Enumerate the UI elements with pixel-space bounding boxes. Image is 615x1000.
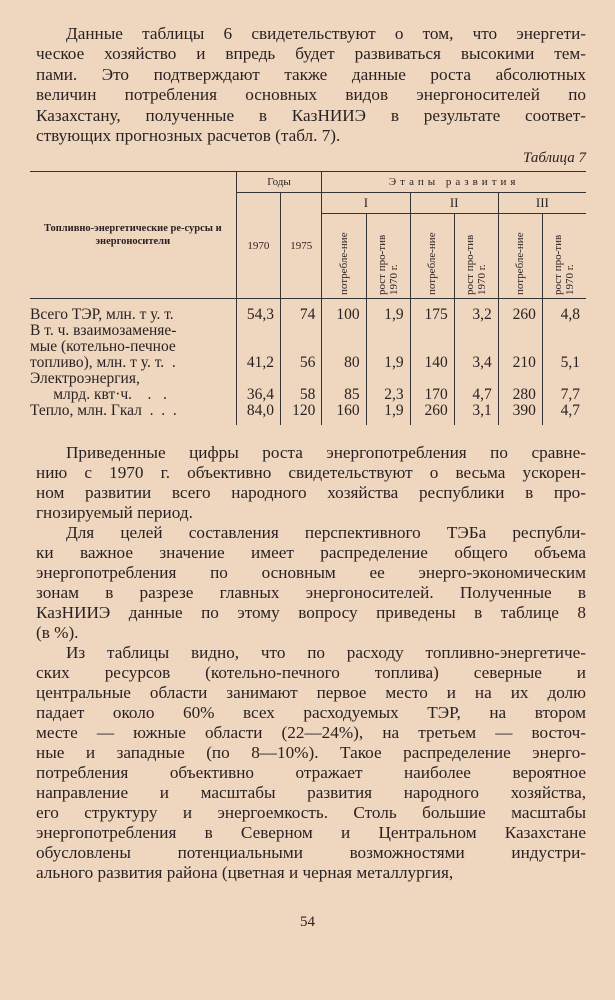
table-cell: 100: [322, 299, 366, 324]
table-row: [30, 323, 586, 371]
paragraph: [36, 24, 586, 146]
text-line: ального развития района (цветная и черная металлургия,: [36, 863, 454, 883]
text-line: гнозируемый период.: [36, 503, 193, 523]
text-line: ствующих прогнозных расчетов (табл. 7).: [36, 125, 341, 145]
page: [30, 24, 586, 883]
growth-label: рост про-тив 1970 г.: [464, 235, 489, 296]
table-cell: 1,9: [366, 403, 410, 425]
row-label-line: мые (котельно-печное: [30, 338, 176, 356]
year-1975: 1975: [281, 193, 322, 299]
table-row: [30, 299, 586, 324]
table-cell: 210: [498, 323, 542, 371]
text-line: (в %).: [36, 623, 79, 643]
table-cell: 3,4: [454, 323, 498, 371]
growth-label: рост про-тив 1970 г.: [552, 235, 577, 296]
table-cell: 56: [281, 323, 322, 371]
stage-3: III: [498, 193, 586, 214]
table-cell: 41,2: [236, 323, 280, 371]
table-cell: 2,3: [366, 371, 410, 403]
consumption-label: потребле-ние: [337, 232, 350, 296]
text-line: Казахстану, полученные в КазНИИЭ в результате соответ-: [36, 105, 586, 125]
table-cell: 4,7: [542, 403, 586, 425]
table-cell: 5,1: [542, 323, 586, 371]
table-cell: 36,4: [236, 371, 280, 403]
years-header: Годы: [236, 172, 322, 193]
text-line: КазНИИЭ данные по этому вопросу приведены в таблице 8: [36, 603, 586, 623]
paragraph: [36, 523, 586, 643]
text-line: потребления объективно отражает наиболее вероятное: [36, 763, 586, 783]
stage-1: I: [322, 193, 410, 214]
row-header: Топливно-энергетические ре-сурсы и энергоносители: [30, 172, 236, 299]
stage-2: II: [410, 193, 498, 214]
row-label-line: Электроэнергия,: [30, 370, 140, 388]
text-line: зонам в разрезе главных энергоносителей. Полученные в: [36, 583, 586, 603]
text-line: Данные таблицы 6 свидетельствуют о том, что энергети-: [66, 24, 586, 43]
text-line: направление и масштабы развития народного хозяйства,: [36, 783, 586, 803]
row-label: [30, 371, 236, 403]
paragraph: [36, 643, 586, 883]
text-line: месте — южные области (22—24%), на третьем — восточ-: [36, 723, 586, 743]
text-line: падает около 60% всех расходуемых ТЭР, на втором: [36, 703, 586, 723]
text-line: его структуру и энергоемкость. Столь большие масштабы: [36, 803, 586, 823]
row-label-line: млрд. квт·ч. . .: [30, 386, 167, 404]
row-label-line: топливо), млн. т у. т. .: [30, 354, 176, 372]
page-number: 54: [300, 914, 315, 930]
data-table: [30, 171, 586, 425]
year-1970: 1970: [236, 193, 280, 299]
table-cell: 175: [410, 299, 454, 324]
table-cell: 84,0: [236, 403, 280, 425]
table-cell: 140: [410, 323, 454, 371]
text-line: Для целей составления перспективного ТЭБа республи-: [66, 523, 586, 543]
text-line: ки важное значение имеет распределение общего объема: [36, 543, 586, 563]
table-cell: 58: [281, 371, 322, 403]
table-cell: 260: [410, 403, 454, 425]
text-line: ные и западные (по 8—10%). Такое распределение энерго-: [36, 743, 586, 763]
text-line: ских ресурсов (котельно-печного топлива) северные и: [36, 663, 586, 683]
row-label-line: Всего ТЭР, млн. т у. т.: [30, 306, 174, 324]
table-cell: 7,7: [542, 371, 586, 403]
row-label: [30, 299, 236, 324]
subheader: [410, 214, 454, 299]
table-cell: 74: [281, 299, 322, 324]
table-cell: 260: [498, 299, 542, 324]
row-label: [30, 403, 236, 425]
table-cell: 160: [322, 403, 366, 425]
text-line: энергопотребления по основным ее энерго-экономическим: [36, 563, 586, 583]
text-line: центральные области занимают первое место и на их долю: [36, 683, 586, 703]
text-line: ном развитии всего народного хозяйства республики в про-: [36, 483, 586, 503]
table-cell: 1,9: [366, 299, 410, 324]
table-cell: 120: [281, 403, 322, 425]
table-cell: 170: [410, 371, 454, 403]
table-cell: 280: [498, 371, 542, 403]
text-line: Приведенные цифры роста энергопотребления по сравне-: [66, 443, 586, 463]
growth-label: рост про-тив 1970 г.: [376, 235, 401, 296]
table-cell: 54,3: [236, 299, 280, 324]
stages-header: Этапы развития: [322, 172, 586, 193]
table-cell: 85: [322, 371, 366, 403]
row-label: [30, 323, 236, 371]
text-line: величин потребления основных видов энергоносителей по: [36, 85, 586, 105]
table-cell: 1,9: [366, 323, 410, 371]
text-line: энергопотребления в Северном и Центральном Казахстане: [36, 823, 586, 843]
consumption-label: потребле-ние: [426, 232, 439, 296]
subheader: [454, 214, 498, 299]
table-cell: 3,2: [454, 299, 498, 324]
text-bottom: [36, 443, 586, 883]
text-top: [36, 24, 586, 146]
row-label-line: В т. ч. взаимозаменяе-: [30, 322, 177, 340]
subheader: [322, 214, 366, 299]
paragraph: [36, 443, 586, 523]
table-cell: 3,1: [454, 403, 498, 425]
table-cell: 80: [322, 323, 366, 371]
text-line: Из таблицы видно, что по расходу топливно-энергетиче-: [66, 643, 586, 663]
text-line: пами. Это подтверждают также данные роста абсолютных: [36, 64, 586, 84]
table-cell: 4,7: [454, 371, 498, 403]
text-line: ческое хозяйство и впредь будет развиваться высокими тем-: [36, 44, 586, 64]
text-line: обусловлены потенциальными возможностями индустри-: [36, 843, 586, 863]
row-label-line: Тепло, млн. Гкал . . .: [30, 402, 177, 420]
table-caption: Таблица 7: [523, 150, 586, 167]
table-row: [30, 371, 586, 403]
subheader: [498, 214, 542, 299]
text-line: нию с 1970 г. объективно свидетельствуют о весьма ускорен-: [36, 463, 586, 483]
table-cell: 390: [498, 403, 542, 425]
subheader: [542, 214, 586, 299]
table-cell: 4,8: [542, 299, 586, 324]
subheader: [366, 214, 410, 299]
table-row: [30, 403, 586, 425]
consumption-label: потребле-ние: [514, 232, 527, 296]
